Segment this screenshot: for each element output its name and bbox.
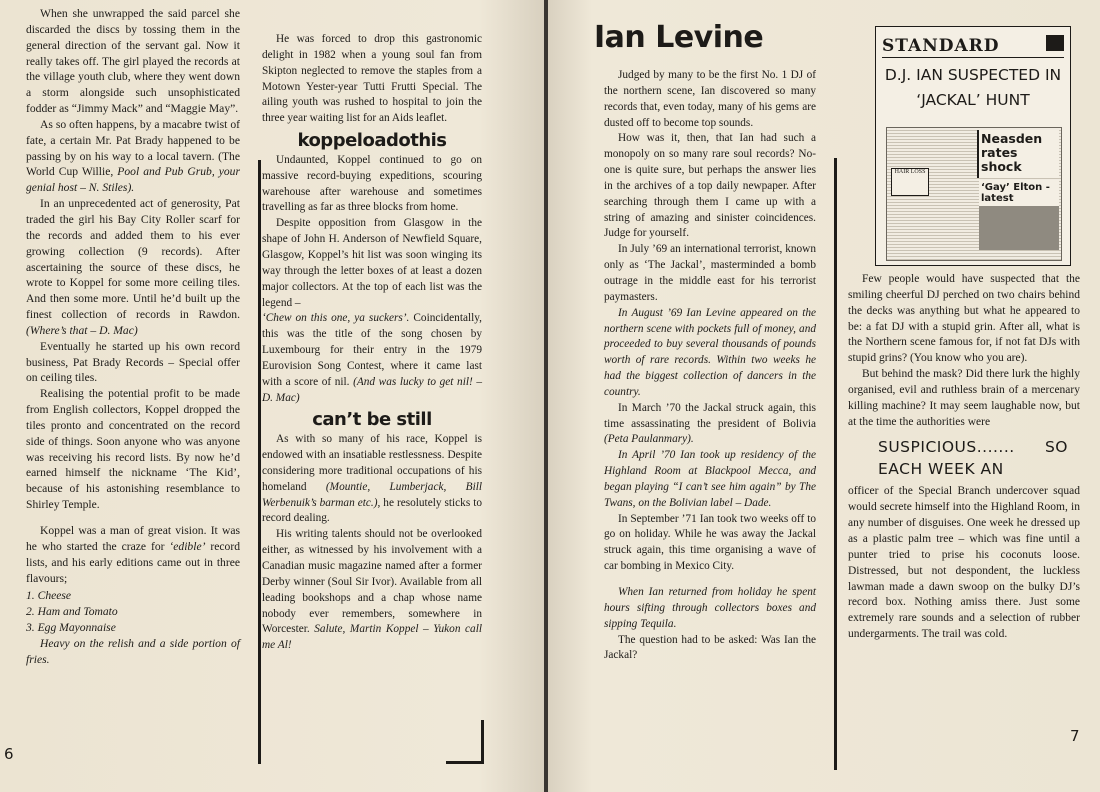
section-heading: can’t be still xyxy=(312,409,432,431)
paragraph: Eventually he started up his own record business, Pat Brady Records – Special offer on ceiling tiles. xyxy=(26,339,240,385)
paragraph: In September ’71 Ian took two weeks off to go on holiday. While he was away the Jackal struck again, this time organising a wave of car bombing in Mexico City. xyxy=(604,512,816,573)
paragraph: He was forced to drop this gastronomic delight in 1982 when a young soul fan from Skipton neglected to remove the staples from a Motown Yester-year Tutti Frutti Special. The ailing youth was rushed to hospital to join the three year waiting list for an Aids leaflet. xyxy=(262,33,482,125)
page-number: 7 xyxy=(1070,727,1080,745)
newspaper-subheadline: Neasden rates shock xyxy=(977,130,1059,178)
newspaper-headline: D.J. IAN SUSPECTED IN ‘JACKAL’ HUNT xyxy=(884,66,1062,109)
column-rule-end xyxy=(481,720,484,764)
paragraph: The question had to be asked: Was Ian the Jackal? xyxy=(604,633,816,662)
flavour-list xyxy=(26,588,240,636)
paragraph: In July ’69 an international terrorist, known only as ‘The Jackal’, masterminded a bomb outrage in the middle east for his terrorist paymasters. xyxy=(604,243,816,303)
paragraph: Koppel was a man of great vision. It was he who started the craze for ‘edible’ record lists, and his early editions came out in three flavours; xyxy=(26,524,240,585)
paragraph: In March ’70 the Jackal struck again, this time assassinating the president of Bolivia (Peta Paulanmary). xyxy=(604,401,816,446)
paragraph: Judged by many to be the first No. 1 DJ of the northern scene, Ian discovered so many records that, even today, many of his gems are dusted off to become top sounds. xyxy=(604,69,816,129)
page-number: 6 xyxy=(4,745,14,763)
paragraph: In April ’70 Ian took up residency of the Highland Room at Blackpool Mecca, and began playing “I can’t see him again” by The Twans, on the Bolivian label – Dade. xyxy=(604,449,816,509)
paragraph: In August ’69 Ian Levine appeared on the northern scene with pockets full of money, and proceeded to buy several thousands of pounds worth of rare records. Within two weeks he had the biggest collection of dancers in the country. xyxy=(604,306,816,398)
article-title: Ian Levine xyxy=(594,20,764,55)
paragraph: As with so many of his race, Koppel is endowed with an insatiable restlessness. Despite considering more traditional occupations of his homeland (Mountie, Lumberjack, Bill Werbenuik’s barman etc.), he resolutely sticks to record dealing. xyxy=(262,433,482,525)
newspaper-ad: HAIR LOSS xyxy=(891,168,929,196)
paragraph-cont: ‘Chew on this one, ya suckers’. Coincidentally, this was the title of the song chosen by Luxembourg for their entry in the 1979 Eurovision Song Contest, where it came last with a score of nil. (And was lucky to get nil! – D. Mac) xyxy=(262,312,482,404)
right-column-1 xyxy=(604,68,816,664)
paragraph: Heavy on the relish and a side portion of fries. xyxy=(26,636,240,666)
caps-heading: SUSPICIOUS....... SO EACH WEEK AN xyxy=(878,438,1068,479)
paragraph: Realising the potential profit to be made from English collectors, Koppel dropped the tiles pronto and concentrated on the record side of things. Soon anyone who was anyone was receiving his record lists. By now he’d earned himself the nickname ‘The Kid’, because of his astonishing resemblance to Shirley Temple. xyxy=(26,387,240,512)
right-page xyxy=(548,0,1100,792)
column-rule xyxy=(258,160,261,764)
list-item: 3. Egg Mayonnaise xyxy=(26,621,116,635)
left-page xyxy=(0,0,544,792)
list-item: 1. Cheese xyxy=(26,589,72,603)
section-heading: koppeloadothis xyxy=(297,130,447,152)
paragraph: How was it, then, that Ian had such a monopoly on so many rare soul records? No-one is quite sure, but perhaps the answer lies in the archives of a top daily newpaper. After searching through them I came up with a string of amazing and sinister coincidences. Judge for yourself. xyxy=(604,132,816,240)
paragraph: But behind the mask? Did there lurk the highly organised, evil and ruthless brain of a mercenary killing machine? It may seem laughable now, but at the time the authorities were xyxy=(848,368,1080,428)
newspaper-clipping xyxy=(875,26,1071,266)
paragraph: As so often happens, by a macabre twist of fate, a certain Mr. Pat Brady happened to be passing by on his way to a local tavern. (The World Cup Willie, Pool and Pub Grub, your genial host – N. Stiles). xyxy=(26,117,240,195)
rule-corner xyxy=(446,761,484,764)
paragraph: In an unprecedented act of generosity, Pat traded the girl his Bay City Roller scarf for the records and added them to his ever growing collection (9 records). After ascertaining the source of these discs, he wrote to Koppel for some more ceiling tiles. And then some more. Until he’d built up the finest collection of records in Rawdon. (Where’s that – D. Mac) xyxy=(26,197,240,337)
right-column-2 xyxy=(848,272,1080,643)
masthead-badge xyxy=(1046,35,1064,51)
paragraph: When Ian returned from holiday he spent hours sifting through collectors boxes and sipping Tequila. xyxy=(604,586,816,630)
column-rule xyxy=(834,158,837,770)
paragraph: officer of the Special Branch undercover squad would secrete himself into the Highland Room, in any number of disguises. One week he dressed up as a plastic palm tree – which was fine until a punter tried to prise his coconuts loose. Distressed, but not despondent, the luckless lawman made a dawn swoop on the bulky DJ’s record box. Nothing amiss there. Just some extremely rare sounds and a selection of rubber undergarments. The trail was cold. xyxy=(848,485,1080,641)
paragraph: Undaunted, Koppel continued to go on massive record-buying expeditions, scouring warehouse after warehouse and sometimes travelling as far as three blocks from home. xyxy=(262,153,482,214)
paragraph: His writing talents should not be overlooked either, as witnessed by his involvement with a Canadian music magazine named after a former Derby winner (Soul Sir Ivor). Available from all leading bookshops and a chap whose name nobody ever remembers, somewhere in Worcester. Salute, Martin Koppel – Yukon call me Al! xyxy=(262,528,482,652)
paragraph: Despite opposition from Glasgow in the shape of John H. Anderson of Newfield Square, Glasgow, Koppel’s hit list was soon winging its way through the letter boxes of at least a dozen major collectors. At the top of each list was the legend – xyxy=(262,217,482,309)
left-column-1 xyxy=(26,6,240,668)
newspaper-photo xyxy=(979,180,1059,250)
newspaper-page-image xyxy=(886,127,1062,261)
newspaper-masthead: STANDARD xyxy=(882,33,1064,58)
paragraph: Few people would have suspected that the smiling cheerful DJ perched on two chairs behind the decks was anything but what he appeared to be: a fat DJ with a stupid grin. After all, what is the Northern scene famous for, if not fat DJs with stupid grins? (You know who you are). xyxy=(848,273,1080,365)
photo-caption: ‘Gay’ Elton - latest xyxy=(979,180,1059,206)
paragraph: When she unwrapped the said parcel she discarded the discs by tossing them in the general direction of the servant gal. Now it really takes off. The girl played the records at the village youth club, where they went down a storm alongside such unsophisticated fodder as “Jimmy Mack” and “Maggie May”. xyxy=(26,7,240,116)
list-item: 2. Ham and Tomato xyxy=(26,605,118,619)
left-column-2 xyxy=(262,32,482,654)
